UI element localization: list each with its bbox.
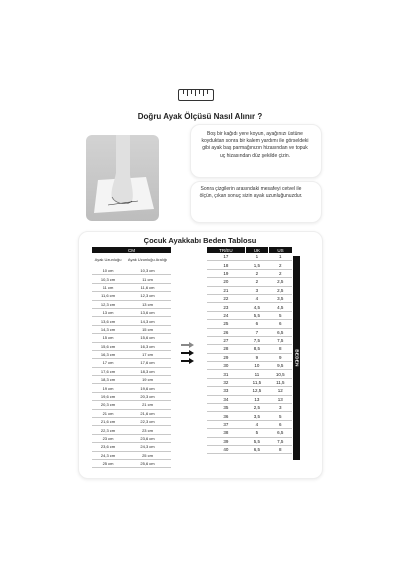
foot-length-cell: 12,3 cm: [92, 300, 124, 308]
table-row: [92, 443, 171, 451]
us-cell: 9: [269, 353, 292, 361]
uk-cell: 3: [245, 286, 268, 294]
table-row: [92, 409, 171, 417]
uk-cell: 6: [245, 320, 268, 328]
uk-cell: 3,5: [245, 412, 268, 420]
tr-eu-cell: 22: [207, 294, 246, 302]
uk-cell: 2,5: [245, 404, 268, 412]
us-cell: 12: [269, 387, 292, 395]
uk-cell: 1,5: [245, 261, 268, 269]
foot-range-cell: 13 cm: [124, 300, 171, 308]
us-cell: 2: [269, 261, 292, 269]
uk-cell: 5: [245, 429, 268, 437]
table-row: [207, 404, 293, 412]
table-row: [207, 362, 293, 370]
us-cell: 6: [269, 320, 292, 328]
table-row: [92, 434, 171, 442]
us-cell: 2,5: [269, 278, 292, 286]
table-row: [92, 350, 171, 358]
uk-cell: 2: [245, 269, 268, 277]
table-row: [92, 367, 171, 375]
foot-range-cell: 23 cm: [124, 426, 171, 434]
uk-cell: 5,5: [245, 437, 268, 445]
table-row: [92, 359, 171, 367]
beden-side-label: [293, 256, 300, 460]
foot-range-cell: 13,6 cm: [124, 308, 171, 316]
foot-range-cell: 10,3 cm: [124, 267, 171, 275]
foot-range-cell: 19,6 cm: [124, 384, 171, 392]
foot-range-cell: 17 cm: [124, 350, 171, 358]
tr-eu-cell: 30: [207, 362, 246, 370]
tr-eu-cell: 27: [207, 336, 246, 344]
foot-range-cell: 11,6 cm: [124, 283, 171, 291]
foot-length-cell: 14,3 cm: [92, 325, 124, 333]
tr-eu-cell: 21: [207, 286, 246, 294]
uk-cell: 12,5: [245, 387, 268, 395]
cm-table: [92, 247, 171, 468]
uk-cell: 5,5: [245, 311, 268, 319]
table-row: [92, 342, 171, 350]
uk-cell: 7: [245, 328, 268, 336]
us-cell: 6,5: [269, 328, 292, 336]
ruler-icon: [178, 89, 214, 101]
foot-range-cell: 25 cm: [124, 451, 171, 459]
tr-eu-cell: 39: [207, 437, 246, 445]
table-row: [92, 267, 171, 275]
us-cell: 13: [269, 395, 292, 403]
table-row: [207, 303, 293, 311]
table-row: [207, 370, 293, 378]
table-row: [92, 418, 171, 426]
table-row: [92, 283, 171, 291]
foot-length-cell: 19 cm: [92, 384, 124, 392]
us-cell: 11,5: [269, 378, 292, 386]
uk-cell: 13: [245, 395, 268, 403]
foot-range-cell: 15,6 cm: [124, 334, 171, 342]
foot-range-cell: 19 cm: [124, 376, 171, 384]
tr-eu-cell: 31: [207, 370, 246, 378]
uk-cell: 9: [245, 353, 268, 361]
table-row: [207, 278, 293, 286]
tr-eu-cell: 25: [207, 320, 246, 328]
tr-eu-cell: 20: [207, 278, 246, 286]
foot-range-cell: 11 cm: [124, 275, 171, 283]
us-header: US: [269, 247, 292, 253]
foot-range-cell: 14,3 cm: [124, 317, 171, 325]
guide-title: Doğru Ayak Ölçüsü Nasıl Alınır ?: [137, 112, 263, 121]
tr-eu-cell: 19: [207, 269, 246, 277]
us-cell: 10,5: [269, 370, 292, 378]
foot-length-cell: 17 cm: [92, 359, 124, 367]
foot-length-cell: 21,6 cm: [92, 418, 124, 426]
uk-cell: 11,5: [245, 378, 268, 386]
us-cell: 6: [269, 420, 292, 428]
foot-length-cell: 23,6 cm: [92, 443, 124, 451]
tr-eu-cell: 35: [207, 404, 246, 412]
instruction-step-2: Sonra çizgilerin arasındaki mesafeyi cetvel ile ölçün, çıkan sonuç sizin ayak uzunluğunuzdur.: [199, 186, 303, 200]
tr-eu-cell: 38: [207, 429, 246, 437]
tr-eu-cell: 36: [207, 412, 246, 420]
foot-length-cell: 21 cm: [92, 409, 124, 417]
foot-range-cell: 20,3 cm: [124, 392, 171, 400]
size-table: [206, 247, 292, 454]
table-row: [92, 384, 171, 392]
foot-range-cell: 21 cm: [124, 401, 171, 409]
table-row: [207, 395, 293, 403]
table-row: [92, 392, 171, 400]
foot-measurement-image: [86, 135, 159, 221]
foot-range-cell: 24,3 cm: [124, 443, 171, 451]
table-row: [207, 294, 293, 302]
us-cell: 1: [269, 253, 292, 261]
foot-length-header: Ayak Uzunluğu: [94, 256, 122, 262]
uk-cell: 4: [245, 294, 268, 302]
tr-eu-cell: 32: [207, 378, 246, 386]
table-row: [207, 437, 293, 445]
table-row: [207, 336, 293, 344]
us-cell: 6,5: [269, 429, 292, 437]
tr-eu-cell: 24: [207, 311, 246, 319]
foot-length-cell: 11 cm: [92, 283, 124, 291]
foot-range-cell: 18,3 cm: [124, 367, 171, 375]
arrow-right-icon: [181, 342, 194, 348]
foot-length-cell: 15 cm: [92, 334, 124, 342]
table-row: [207, 420, 293, 428]
foot-length-cell: 16,3 cm: [92, 350, 124, 358]
table-row: [92, 376, 171, 384]
us-cell: 3: [269, 404, 292, 412]
us-cell: 5: [269, 412, 292, 420]
uk-cell: 1: [245, 253, 268, 261]
uk-cell: 6,5: [245, 445, 268, 453]
tr-eu-cell: 40: [207, 445, 246, 453]
table-row: [207, 328, 293, 336]
tr-eu-cell: 23: [207, 303, 246, 311]
table-row: [207, 387, 293, 395]
tr-eu-cell: 34: [207, 395, 246, 403]
table-row: [92, 401, 171, 409]
table-row: [207, 412, 293, 420]
table-row: [92, 317, 171, 325]
cm-header: CM: [92, 247, 171, 253]
foot-length-cell: 20,3 cm: [92, 401, 124, 409]
foot-length-cell: 18,3 cm: [92, 376, 124, 384]
us-cell: 8: [269, 445, 292, 453]
table-row: [92, 451, 171, 459]
tr-eu-cell: 17: [207, 253, 246, 261]
table-row: [92, 308, 171, 316]
table-row: [92, 292, 171, 300]
foot-length-cell: 25 cm: [92, 459, 124, 467]
arrow-right-icon: [181, 358, 194, 364]
foot-length-cell: 13,6 cm: [92, 317, 124, 325]
uk-cell: 7,5: [245, 336, 268, 344]
us-cell: 7,5: [269, 437, 292, 445]
table-row: [207, 378, 293, 386]
tr-eu-cell: 33: [207, 387, 246, 395]
foot-length-cell: 10 cm: [92, 267, 124, 275]
foot-length-cell: 19,6 cm: [92, 392, 124, 400]
foot-range-cell: 23,6 cm: [124, 434, 171, 442]
table-row: [207, 261, 293, 269]
uk-cell: 8,5: [245, 345, 268, 353]
table-row: [207, 345, 293, 353]
uk-header: UK: [245, 247, 268, 253]
table-row: [207, 253, 293, 261]
us-cell: 2,5: [269, 286, 292, 294]
tr-eu-cell: 26: [207, 328, 246, 336]
uk-cell: 4: [245, 420, 268, 428]
foot-length-cell: 11,6 cm: [92, 292, 124, 300]
size-table-title: Çocuk Ayakkabı Beden Tablosu: [143, 236, 257, 245]
foot-length-cell: 15,6 cm: [92, 342, 124, 350]
us-cell: 3,5: [269, 294, 292, 302]
table-row: [92, 325, 171, 333]
us-cell: 4,5: [269, 303, 292, 311]
instruction-step-1: Boş bir kağıdı yere koyun, ayağınızı üstüne koyduktan sonra bir kalem yardımı ile görseldeki gibi ayak baş parmağınızın hizasından ve topuk uç hizasından düz şekilde çizin.: [201, 131, 309, 159]
tr-eu-cell: 18: [207, 261, 246, 269]
us-cell: 2: [269, 269, 292, 277]
table-row: [92, 300, 171, 308]
us-cell: 8: [269, 345, 292, 353]
us-cell: 5: [269, 311, 292, 319]
table-row: [207, 353, 293, 361]
foot-range-cell: 17,6 cm: [124, 359, 171, 367]
table-row: [207, 269, 293, 277]
table-row: [207, 445, 293, 453]
tr-eu-cell: 28: [207, 345, 246, 353]
uk-cell: 10: [245, 362, 268, 370]
foot-range-cell: 21,6 cm: [124, 409, 171, 417]
table-row: [92, 426, 171, 434]
foot-range-cell: 12,3 cm: [124, 292, 171, 300]
uk-cell: 2: [245, 278, 268, 286]
arrow-right-icon: [181, 350, 194, 356]
uk-cell: 4,5: [245, 303, 268, 311]
us-cell: 9,5: [269, 362, 292, 370]
table-row: [92, 459, 171, 467]
table-row: [92, 334, 171, 342]
tr-eu-cell: 29: [207, 353, 246, 361]
tr-eu-cell: 37: [207, 420, 246, 428]
foot-range-cell: 25,6 cm: [124, 459, 171, 467]
table-row: [207, 320, 293, 328]
foot-range-cell: 15 cm: [124, 325, 171, 333]
foot-length-cell: 24,3 cm: [92, 451, 124, 459]
foot-length-cell: 10,3 cm: [92, 275, 124, 283]
foot-length-cell: 17,6 cm: [92, 367, 124, 375]
foot-length-cell: 13 cm: [92, 308, 124, 316]
foot-range-cell: 16,3 cm: [124, 342, 171, 350]
us-cell: 7,5: [269, 336, 292, 344]
uk-cell: 11: [245, 370, 268, 378]
table-row: [207, 286, 293, 294]
foot-range-cell: 22,3 cm: [124, 418, 171, 426]
table-row: [207, 311, 293, 319]
foot-length-cell: 22,3 cm: [92, 426, 124, 434]
table-row: [207, 429, 293, 437]
foot-range-header: Ayak Uzunluğu Aralığı: [127, 256, 168, 262]
table-row: [92, 275, 171, 283]
tr-eu-header: TR/EU: [207, 247, 246, 253]
beden-label-text: BEDEN: [294, 349, 299, 367]
foot-length-cell: 23 cm: [92, 434, 124, 442]
